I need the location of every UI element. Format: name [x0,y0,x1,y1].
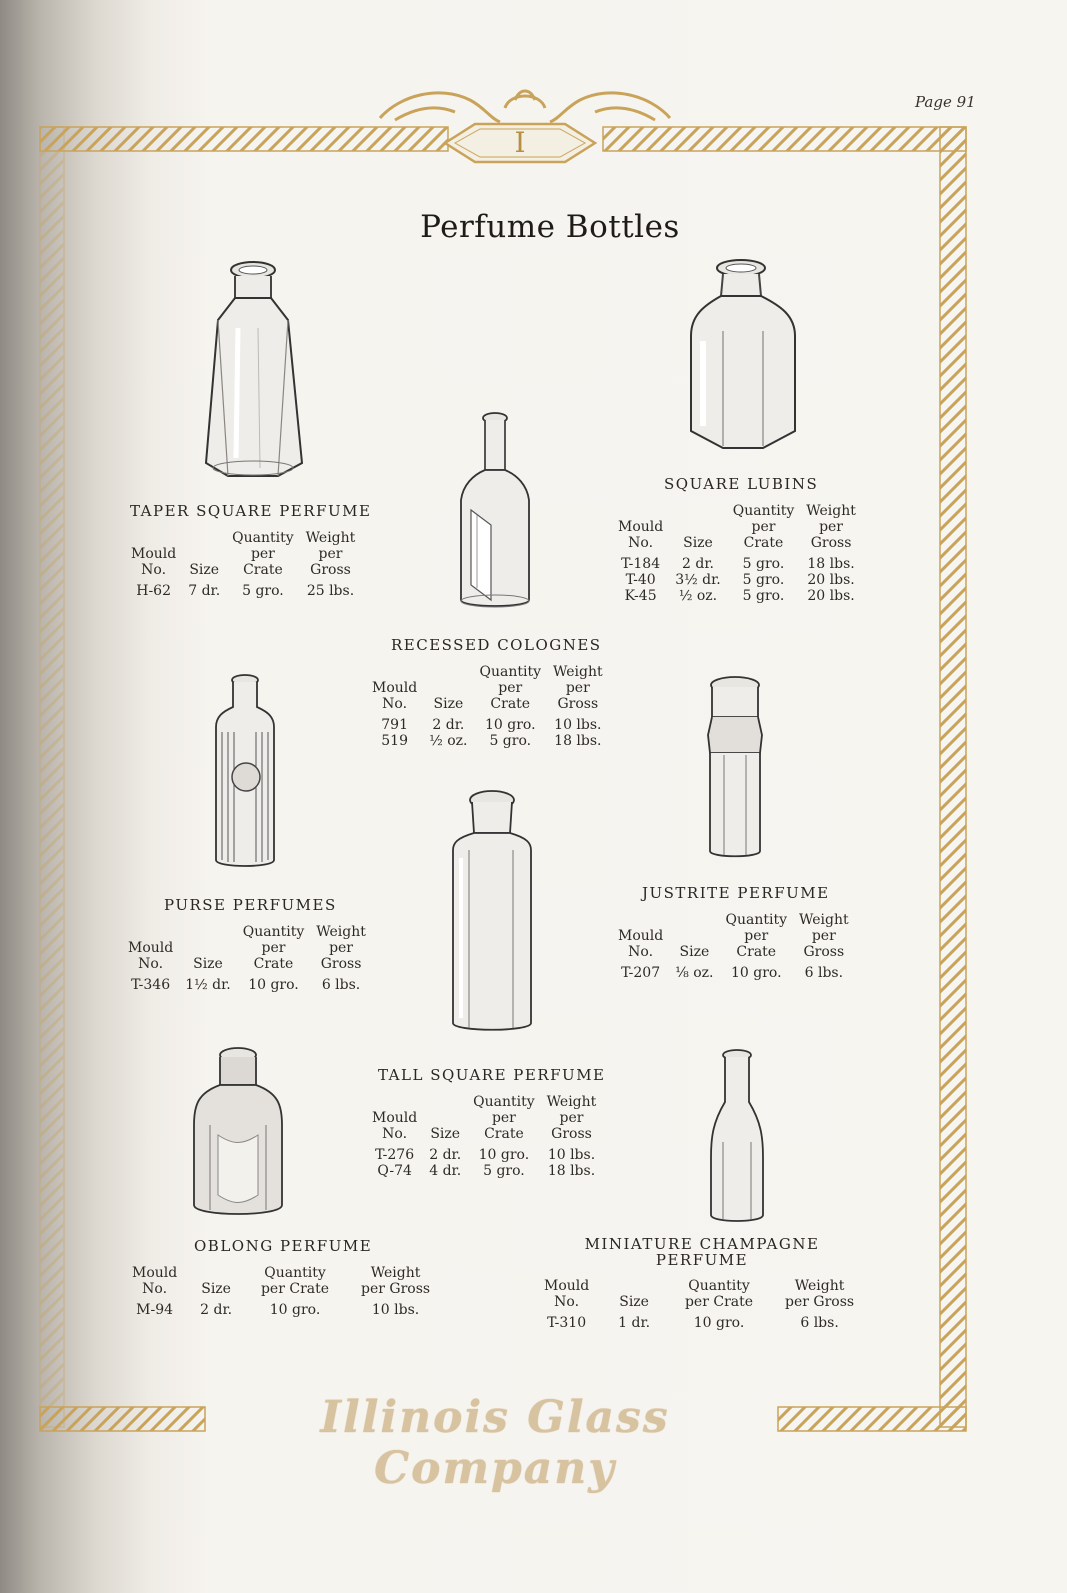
tall-square-bottle-image [447,788,537,1038]
spec-table [612,503,862,604]
section-title: MINIATURE CHAMPAGNE PERFUME [584,1235,820,1269]
table-row: T-184 2 dr. 5 gro. 18 lbs. [621,556,855,572]
header-quantity: Quantity per Crate [232,530,294,578]
header-mould: Mould No. [372,680,418,712]
header-quantity: Quantity per Crate [684,1278,754,1310]
table-row: H-62 7 dr. 5 gro. 25 lbs. [136,583,355,599]
section-title: JUSTRITE PERFUME [642,884,830,902]
spec-table [366,1094,602,1179]
recessed-colognes-section [366,636,609,749]
header-size: Size [683,535,713,551]
header-quantity: Quantity per Crate [473,1094,535,1142]
taper-square-bottle-image [198,258,308,488]
header-weight: Weight per Gross [305,530,356,578]
table-row: M-94 2 dr. 10 gro. 10 lbs. [136,1302,420,1318]
header-size: Size [433,696,464,712]
purse-perfume-bottle-image [210,672,280,872]
miniature-champagne-section [532,1236,872,1331]
oblong-bottle-image [188,1045,288,1225]
header-quantity: Quantity per Crate [732,503,795,551]
tall-square-section [366,1066,606,1179]
spec-table [532,1278,868,1331]
header-size: Size [619,1294,649,1310]
header-mould: Mould No. [128,940,174,972]
header-mould: Mould No. [132,1265,178,1297]
header-weight: Weight per Gross [546,1094,597,1142]
section-title: OBLONG PERFUME [194,1237,373,1255]
header-mould: Mould No. [618,928,664,960]
table-row: 519 ½ oz. 5 gro. 18 lbs. [381,733,602,749]
table-row: T-207 ⅛ oz. 10 gro. 6 lbs. [621,965,844,981]
spec-table [366,664,609,749]
header-mould: Mould No. [618,519,664,551]
header-weight: Weight per Gross [553,664,603,712]
header-mould: Mould No. [131,546,177,578]
justrite-section [612,884,855,981]
header-size: Size [679,944,710,960]
header-size: Size [189,562,220,578]
oblong-section [120,1237,444,1318]
section-title: SQUARE LUBINS [664,475,819,493]
header-size: Size [430,1126,461,1142]
purse-perfumes-section [122,896,372,993]
header-weight: Weight per Gross [806,503,856,551]
spec-table [612,912,855,981]
square-lubins-bottle-image [683,256,803,456]
section-title: TALL SQUARE PERFUME [378,1066,606,1084]
emblem-letter: I [514,126,526,159]
miniature-champagne-bottle-image [705,1047,770,1227]
header-size: Size [193,956,223,972]
table-row: T-40 3½ dr. 5 gro. 20 lbs. [625,572,855,588]
page-title: Perfume Bottles [420,209,680,245]
header-quantity: Quantity per Crate [725,912,788,960]
spec-table [120,1265,444,1318]
justrite-bottle-image [700,675,770,863]
header-weight: Weight per Gross [361,1265,431,1297]
section-title: RECESSED COLOGNES [391,636,602,654]
table-row: 791 2 dr. 10 gro. 10 lbs. [381,717,602,733]
header-mould: Mould No. [544,1278,590,1310]
section-title: PURSE PERFUMES [164,896,337,914]
page-number: Page 91 [915,93,976,111]
recessed-cologne-bottle-image [455,410,535,615]
spec-table [125,530,361,599]
square-lubins-section [612,475,862,604]
top-ornament [380,91,670,122]
spec-table [122,924,372,993]
table-row: T-310 1 dr. 10 gro. 6 lbs. [547,1315,839,1331]
header-weight: Weight per Gross [799,912,849,960]
header-mould: Mould No. [372,1110,418,1142]
table-row: K-45 ½ oz. 5 gro. 20 lbs. [624,588,855,604]
taper-square-section [125,502,371,599]
table-row: T-276 2 dr. 10 gro. 10 lbs. [375,1147,596,1163]
section-title: TAPER SQUARE PERFUME [130,502,372,520]
header-weight: Weight per Gross [785,1278,855,1310]
header-size: Size [201,1281,231,1297]
table-row: T-346 1½ dr. 10 gro. 6 lbs. [131,977,361,993]
footer-brand: Illinois Glass Company [320,1392,670,1494]
table-row: Q-74 4 dr. 5 gro. 18 lbs. [377,1163,596,1179]
header-weight: Weight per Gross [316,924,366,972]
header-quantity: Quantity per Crate [479,664,542,712]
header-quantity: Quantity per Crate [242,924,305,972]
header-quantity: Quantity per Crate [260,1265,330,1297]
